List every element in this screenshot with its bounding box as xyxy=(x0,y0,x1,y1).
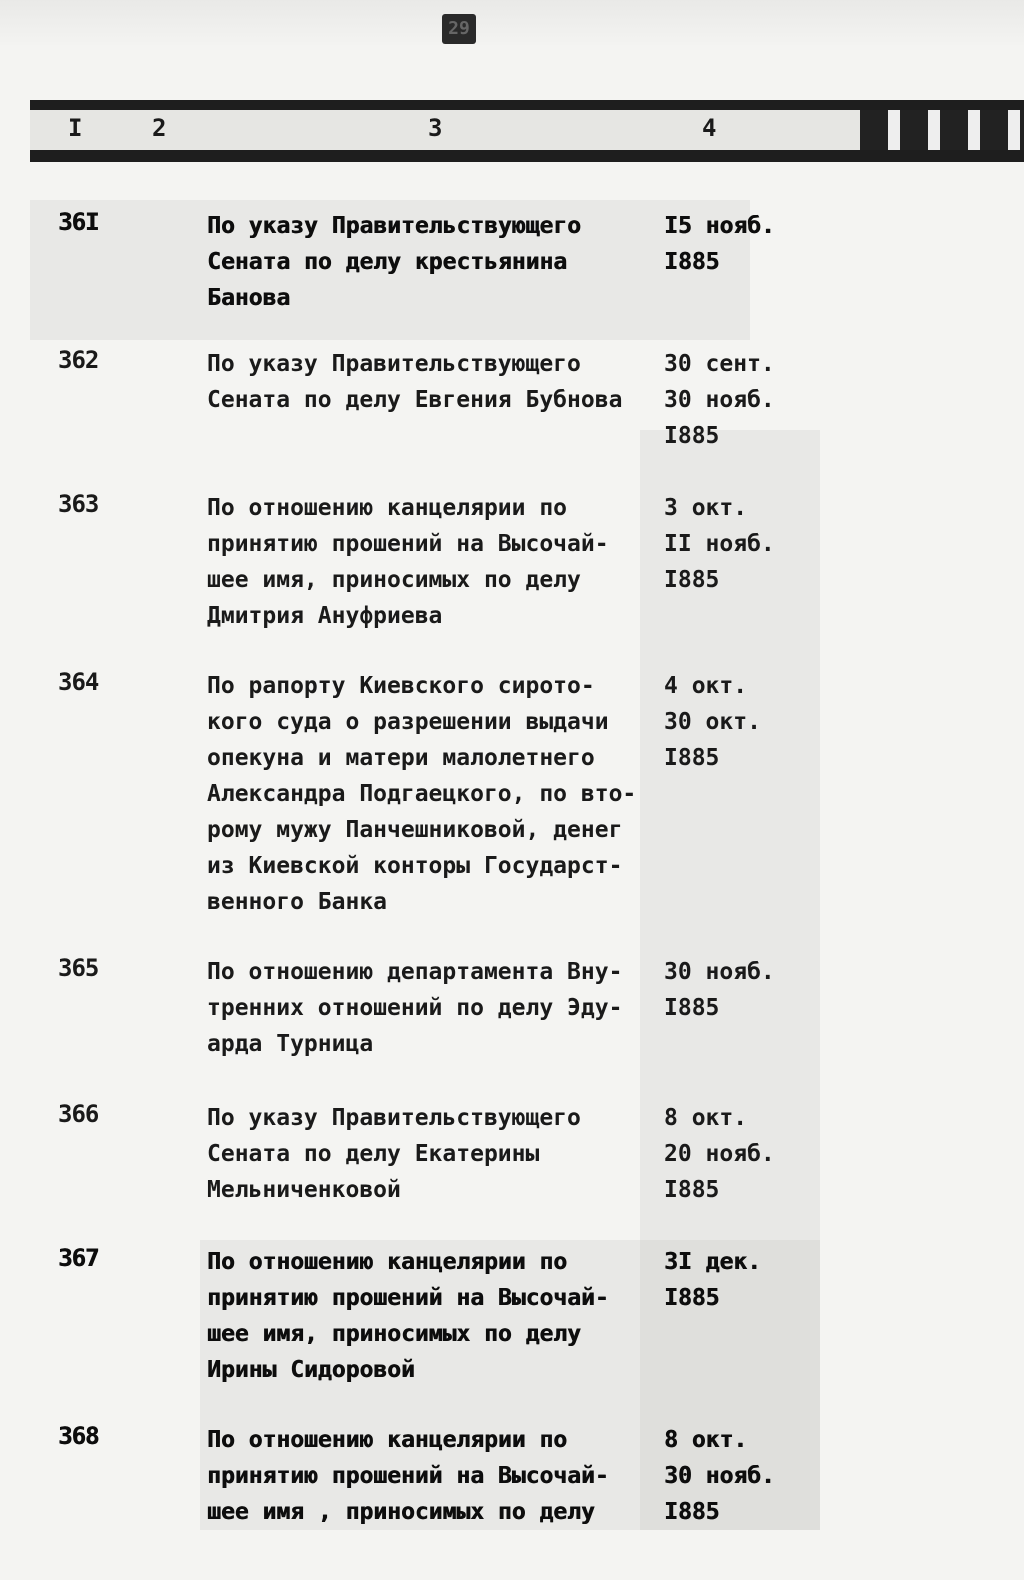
entry-description: По отношению департамента Вну- тренних отношений по делу Эду- арда Турница xyxy=(207,959,623,1057)
entry-number: 36I xyxy=(58,208,99,236)
entry-dates: 8 окт. 30 нояб. I885 xyxy=(664,1427,775,1525)
entry-description: По рапорту Киевского сирото- кого суда о разрешении выдачи опекуна и матери малолетнего Александра Подгаецкого, по вто- рому мужу Панчешниковой, денег из Киевской конторы Государст- венного Банка xyxy=(207,673,637,915)
entry-description: По отношению канцелярии по принятию прошений на Высочай- шее имя , приносимых по делу xyxy=(207,1427,609,1525)
entry-description: По отношению канцелярии по принятию прошений на Высочай- шее имя, приносимых по делу Дмитрия Ануфриева xyxy=(207,495,609,629)
entry-number: 364 xyxy=(58,668,99,696)
entry-dates: 8 окт. 20 нояб. I885 xyxy=(664,1105,775,1203)
entry-description: По отношению канцелярии по принятию прошений на Высочай- шее имя, приносимых по делу Ирины Сидоровой xyxy=(207,1249,609,1383)
header-col-dates: 4 xyxy=(702,114,719,142)
header-col-2: 2 xyxy=(152,114,169,142)
page-number: 29 xyxy=(442,14,476,44)
header-col-description: 3 xyxy=(428,114,445,142)
entry-description: По указу Правительствующего Сената по делу Евгения Бубнова xyxy=(207,351,623,413)
entry-number: 363 xyxy=(58,490,99,518)
entry-dates: 30 нояб. I885 xyxy=(664,959,775,1021)
entry-dates: 4 окт. 30 окт. I885 xyxy=(664,673,761,771)
entry-dates: 3I дек. I885 xyxy=(664,1249,761,1311)
header-col-number: I xyxy=(68,114,85,142)
entry-number: 368 xyxy=(58,1422,99,1450)
entry-number: 362 xyxy=(58,346,99,374)
entry-dates: 30 сент. 30 нояб. I885 xyxy=(664,351,775,449)
entry-dates: 3 окт. II нояб. I885 xyxy=(664,495,775,593)
entry-number: 365 xyxy=(58,954,99,982)
entry-description: По указу Правительствующего Сената по делу Екатерины Мельниченковой xyxy=(207,1105,581,1203)
entry-number: 367 xyxy=(58,1244,99,1272)
entry-dates: I5 нояб. I885 xyxy=(664,213,775,275)
entry-description: По указу Правительствующего Сената по делу крестьянина Банова xyxy=(207,213,581,311)
entry-number: 366 xyxy=(58,1100,99,1128)
